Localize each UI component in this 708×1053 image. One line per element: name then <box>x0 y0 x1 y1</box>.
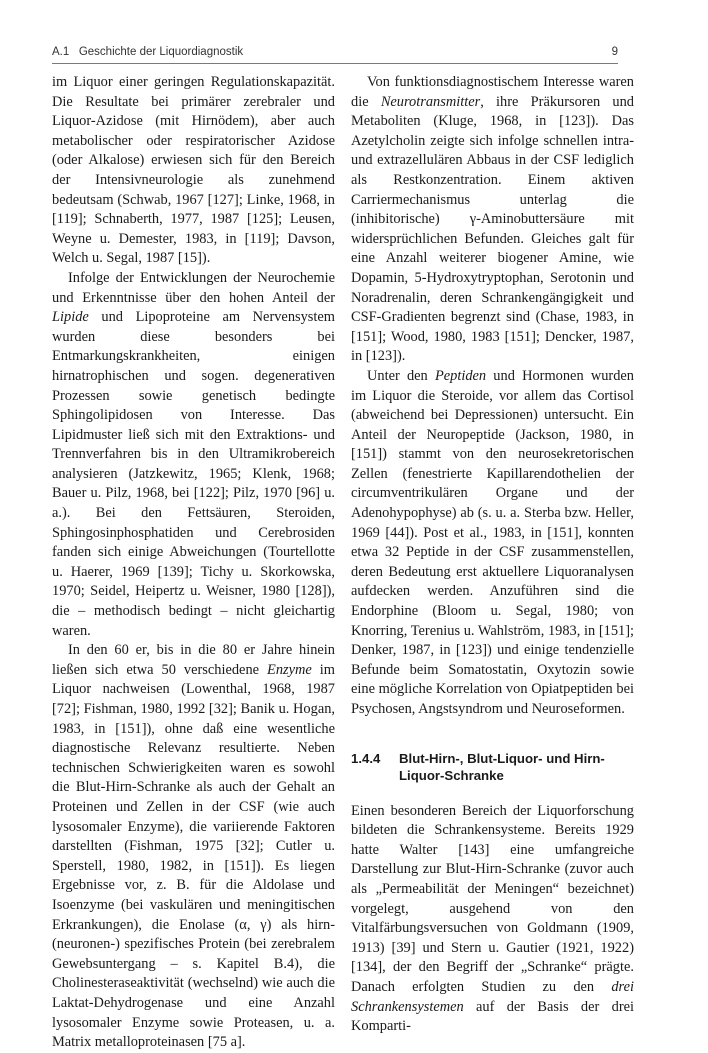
emphasis-peptiden: Peptiden <box>434 367 487 384</box>
running-header <box>52 46 618 62</box>
text-run: im Liquor nachweisen (Lowenthal, 1968, 1987 [72]; Fishman, 1980, 1992 [32]; Banik u. Hogan, 1983, in [151]), ohne daß eine wesentliche diagnostische Relevanz resultierte. Neben technischen Schwierigkeiten waren es sowohl die Blut-Hirn-Schranke als auch der Gehalt an Proteinen und Zellen in der CSF (wie auch lysosomaler Enzyme), die variierende Faktoren darstellten (Fishman, 1975 [32]; Cutler u. Sperstell, 1980, 1982, in [151]). Es liegen Ergebnisse vor, z. B. für die Aldolase und Isoenzyme (bei vaskulären und meningitischen Erkrankungen), die Enolase (α, γ) als hirn-(neuronen-) spezifisches Protein (bei zerebralem Gewebsuntergang – s. Kapitel B.4), die Cholinesteraseaktivität (wechselnd) wie auch die Laktat-Dehydrogenase und eine Anzahl lysosomaler Enzyme sowie Proteasen, u. a. Matrix metalloproteinasen [75 a]. <box>52 661 335 1051</box>
paragraph <box>351 802 634 1037</box>
text-run: Von funktionsdiagnostischem Interesse waren die <box>351 74 634 110</box>
paragraph: im Liquor einer geringen Regulationskapazität. Die Resultate bei primärer zerebraler und Liquor-Azidose (mit Hirnödem), aber auch metabolischer oder respiratorischer Azidose (oder Alkalose) erwiesen sich für den Bereich der Intensivneurologie als zunehmend bedeutsam (Schwab, 1967 [127]; Linke, 1968, in [119]; Schnaberth, 1977, 1987 [125]; Leusen, Weyne u. Demester, 1983, in [119]; Davson, Welch u. Segal, 1987 [15]). <box>52 74 335 267</box>
section-heading <box>351 750 634 785</box>
paragraph <box>52 641 335 1052</box>
text-run: auf der Basis der drei Komparti- <box>351 998 634 1035</box>
page-number: 9 <box>611 46 618 58</box>
text-run: , ihre Präkursoren und Metaboliten (Kluge, 1968, in [123]). Das Azetylcholin zeigte sich infolge schnellen intra- und extrazellulären Abbaus in der CSF lediglich als Restkonzentration. Einem aktiven Carriermechanismus unterlag die (inhibitorische) γ-Aminobuttersäure mit widersprüchlichen Befunden. Gleiches galt für eine Anzahl weiterer biogener Amine, wie Dopamin, 5-Hydroxytryptophan, Serotonin und Noradrenalin, deren Schrankengängigkeit und CSF-Gradienten begrenzt sind (Chase, 1983, in [151]; Wood, 1980, 1983 [151]; Dencker, 1987, in [123]). <box>351 93 634 365</box>
text-run: Unter den <box>367 367 435 384</box>
text-run: und Lipoproteine am Nervensystem wurden diese besonders bei Entmarkungskrankheiten, einigen hirnatrophischen und sogen. degenerativen Prozessen sowie genetisch bedingte Sphingolipidosen von Interesse. Das Lipidmuster ließ sich mit den Extraktions- und Trennverfahren bis in den Ultramikrobereich analysieren (Jatzkewitz, 1965; Klenk, 1968; Bauer u. Pilz, 1968, bei [122]; Pilz, 1970 [96] u. a.). Bei den Fettsäuren, Steroiden, Sphingosinphosphatiden und Cerebrosiden fanden sich einige Abweichungen (Tourtellotte u. Haerer, 1969 [139]; Tichy u. Skorkowska, 1970; Seidel, Heipertz u. Weisner, 1980 [128]), die – methodisch bedingt – nicht gleichartig waren. <box>52 309 335 639</box>
section-title: Blut-Hirn-, Blut-Liquor- und Hirn-Liquor-Schranke <box>399 750 605 784</box>
text-run: Infolge der Entwicklungen der Neurochemie und Erkenntnisse über den hohen Anteil der <box>52 269 335 306</box>
right-column <box>351 73 634 1037</box>
text-run: In den 60 er, bis in die 80 er Jahre hinein ließen sich etwa 50 verschiedene <box>52 642 335 678</box>
header-section-title: A.1 Geschichte der Liquordiagnostik <box>52 46 244 58</box>
paragraph <box>351 73 634 367</box>
header-rule <box>52 63 618 64</box>
section-number: 1.4.4 <box>351 750 381 766</box>
emphasis-lipide: Lipide <box>52 309 89 326</box>
emphasis-schrankensysteme: drei Schrankensystemen <box>351 978 634 1015</box>
emphasis-neurotransmitter: Neurotransmitter <box>380 93 481 110</box>
text-run: und Hormonen wurden im Liquor die Steroide, vor allem das Cortisol (abweichend bei Depressionen) untersucht. Ein Anteil der Neuropeptide (Jackson, 1980, in [151]) stammt von den neurosekretorischen Zellen (fenestrierte Kapillarendothelien der circumventrikulären Organe und der Adenohypophyse) ab (s. u. a. Sterba bzw. Heller, 1969 [44]). Post et al., 1983, in [151], konnten etwa 32 Peptide in der CSF zusammenstellen, deren Bedeutung erst aktuellere Liquoranalysen aufdecken werden. Anzuführen sind die Endorphine (Bloom u. Segal, 1980; von Knorring, Terenius u. Wahlström, 1983, in [151]; Denker, 1987, in [123]) und einige tendenzielle Befunde beim Somatostatin, Oxytozin sowie eine mögliche Korrelation von Opiatpeptiden bei Psychosen, Angstsyndrom und Neuroseformen. <box>351 367 634 717</box>
left-column <box>52 73 335 1053</box>
emphasis-enzyme: Enzyme <box>267 661 312 678</box>
text-run: Einen besonderen Bereich der Liquorforschung bildeten die Schrankensysteme. Bereits 1929 hatte Walter [143] eine umfangreiche Darstellung zur Blut-Hirn-Schranke (zuvor auch als „Permeabilität der Meningen“ bezeichnet) vorgelegt, ausgehend von den Vitalfärbungsversuchen von Goldmann (1909, 1913) [39] und Stern u. Gautier (1921, 1922) [134], der den Begriff der „Schranke“ prägte. Danach erfolgten Studien zu den <box>351 802 634 995</box>
paragraph <box>52 269 335 641</box>
paragraph <box>351 367 634 720</box>
